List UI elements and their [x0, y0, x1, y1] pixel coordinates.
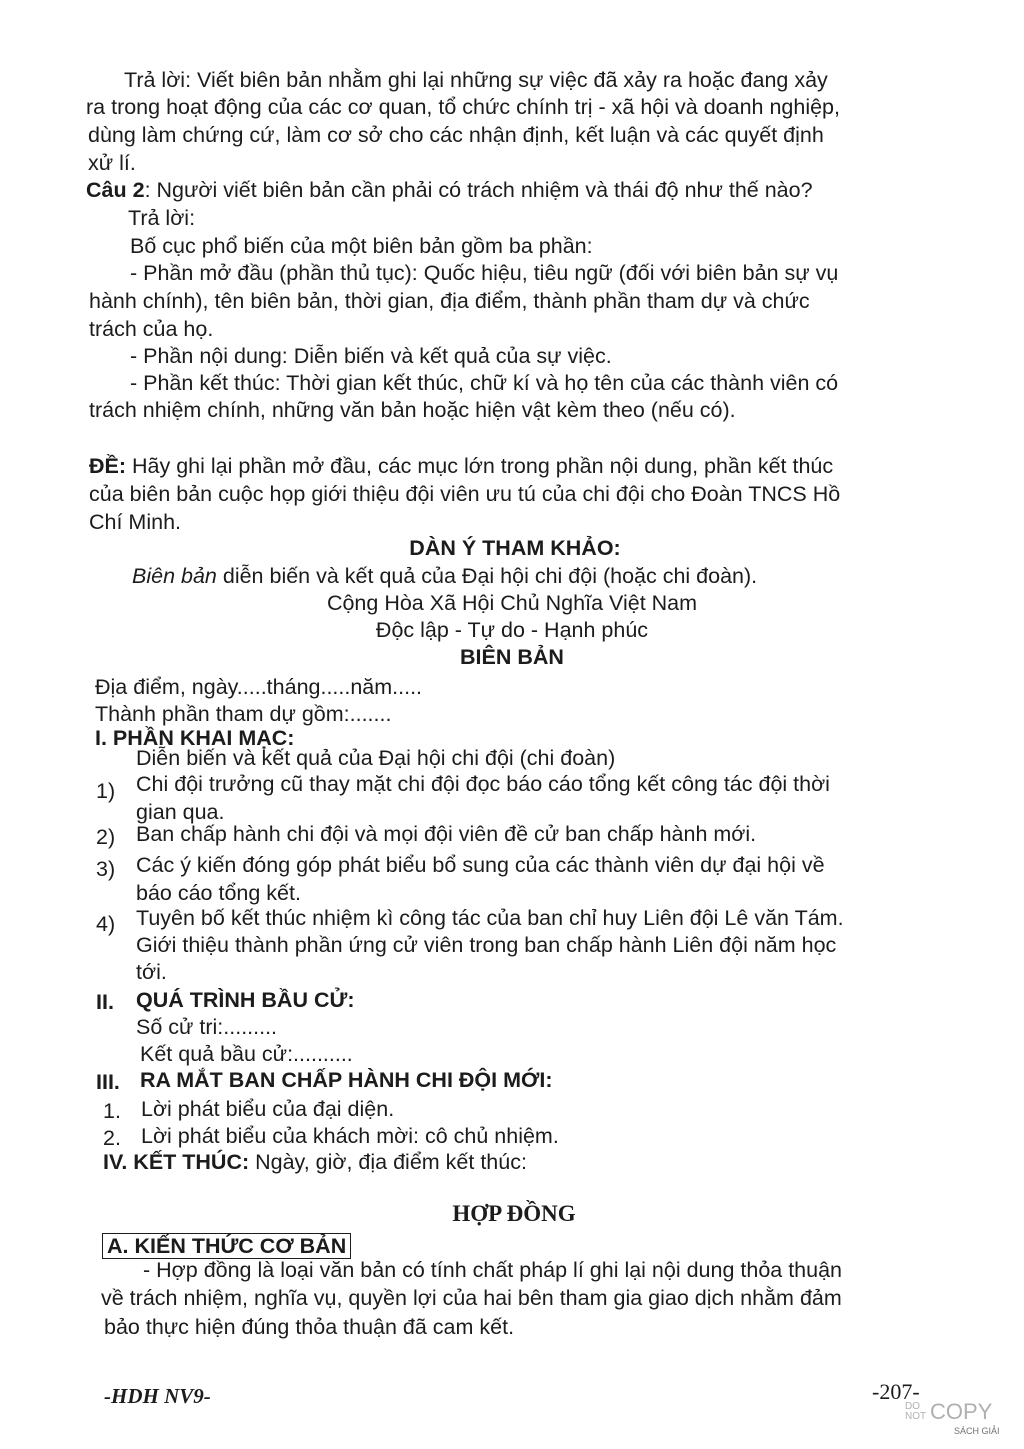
section4	[103, 1148, 527, 1176]
answer1-line: xử lí.	[88, 151, 136, 175]
task-line: Chí Minh.	[89, 510, 182, 534]
answer1-line: ra trong hoạt động của các cơ quan, tổ chức chính trị - xã hội và doanh nghiệp,	[86, 95, 840, 119]
outline-intro	[132, 562, 757, 590]
list-item-line: Chi đội trưởng cũ thay mặt chi đội đọc báo cáo tổng kết công tác đội thời	[136, 772, 830, 796]
task-label: ĐỀ:	[89, 454, 127, 478]
section4-text: Ngày, giờ, địa điểm kết thúc:	[249, 1150, 527, 1174]
section3-number: III.	[96, 1070, 120, 1094]
watermark-small: SÁCH GIẢI	[954, 1426, 1000, 1436]
outline-intro-rest: diễn biến và kết quả của Đại hội chi đội (hoặc chi đoàn).	[216, 564, 758, 588]
section4-title: IV. KẾT THÚC:	[103, 1150, 250, 1174]
list-item-line: Ban chấp hành chi đội và mọi đội viên đề cử ban chấp hành mới.	[136, 822, 757, 846]
footer-page-number: -207-	[872, 1379, 920, 1404]
contract-heading: HỢP ĐỒNG	[452, 1201, 576, 1226]
place-date: Địa điểm, ngày.....tháng.....năm.....	[95, 675, 423, 699]
contract-line: bảo thực hiện đúng thỏa thuận đã cam kết.	[104, 1315, 515, 1339]
list-item-line: Giới thiệu thành phần ứng cử viên trong ban chấp hành Liên đội năm học	[136, 933, 837, 957]
national-name: Cộng Hòa Xã Hội Chủ Nghĩa Việt Nam	[326, 591, 698, 615]
answer2-line: trách nhiệm chính, những văn bản hoặc hiện vật kèm theo (nếu có).	[89, 398, 736, 422]
list-item-line: Các ý kiến đóng góp phát biểu bổ sung của các thành viên dự đại hội về	[136, 853, 825, 877]
watermark-main: COPY	[930, 1399, 993, 1424]
list-item-line: Lời phát biểu của đại diện.	[141, 1097, 395, 1121]
section1-intro: Diễn biến và kết quả của Đại hội chi đội (chi đoàn)	[136, 746, 616, 770]
list-number: 2.	[103, 1126, 121, 1150]
watermark-line2: NOT	[905, 1411, 927, 1422]
question-2-label: Câu 2	[86, 178, 145, 202]
task-text: Hãy ghi lại phần mở đầu, các mục lớn trong phần nội dung, phần kết thúc	[126, 454, 834, 478]
national-motto: Độc lập - Tự do - Hạnh phúc	[375, 618, 649, 642]
list-number: 2)	[96, 825, 116, 849]
section1-title: I. PHẦN KHAI MẠC:	[95, 726, 295, 750]
outline-heading: DÀN Ý THAM KHẢO:	[409, 536, 621, 560]
list-number: 1)	[96, 779, 116, 803]
task-line	[89, 452, 833, 480]
section2-title: QUÁ TRÌNH BẦU CỬ:	[136, 988, 355, 1012]
answer1-line: Trả lời: Viết biên bản nhằm ghi lại những sự việc đã xảy ra hoặc đang xảy	[124, 68, 828, 92]
task-line: của biên bản cuộc họp giới thiệu đội viên ưu tú của chi đội cho Đoàn TNCS Hồ	[89, 482, 841, 506]
question-2	[86, 176, 813, 204]
list-item-line: báo cáo tổng kết.	[136, 881, 301, 905]
section3-title: RA MẮT BAN CHẤP HÀNH CHI ĐỘI MỚI:	[140, 1068, 553, 1092]
question-2-text: : Người viết biên bản cần phải có trách nhiệm và thái độ như thế nào?	[144, 178, 813, 202]
footer-book-code: -HDH NV9-	[104, 1384, 211, 1408]
answer2-line: Bố cục phổ biến của một biên bản gồm ba phần:	[130, 234, 593, 258]
voter-count: Số cử tri:.........	[136, 1015, 278, 1039]
list-item-line: gian qua.	[136, 800, 225, 824]
answer1-line: dùng làm chứng cứ, làm cơ sở cho các nhận định, kết luận và các quyết định	[88, 123, 824, 147]
attendees: Thành phần tham dự gồm:.......	[95, 702, 392, 726]
list-item-line: tới.	[136, 960, 167, 984]
election-result: Kết quả bầu cử:..........	[140, 1042, 353, 1066]
answer2-line: - Phần kết thúc: Thời gian kết thúc, chữ kí và họ tên của các thành viên có	[130, 371, 839, 395]
contract-line: - Hợp đồng là loại văn bản có tính chất pháp lí ghi lại nội dung thỏa thuận	[143, 1258, 843, 1282]
list-item-line: Lời phát biểu của khách mời: cô chủ nhiệm.	[141, 1124, 559, 1148]
section2-number: II.	[96, 990, 114, 1014]
list-number: 3)	[96, 857, 116, 881]
answer2-line: trách của họ.	[89, 317, 214, 341]
answer2-line: hành chính), tên biên bản, thời gian, địa điểm, thành phần tham dự và chức	[89, 289, 810, 313]
document-title: BIÊN BẢN	[460, 645, 564, 669]
contract-line: về trách nhiệm, nghĩa vụ, quyền lợi của hai bên tham gia giao dịch nhằm đảm	[101, 1286, 842, 1310]
section-a-label: A. KIẾN THỨC CƠ BẢN	[102, 1233, 351, 1259]
list-number: 4)	[96, 912, 116, 936]
list-item-line: Tuyên bố kết thúc nhiệm kì công tác của ban chỉ huy Liên đội Lê văn Tám.	[136, 906, 844, 930]
watermark-line1: DO	[905, 1401, 920, 1412]
answer2-line: - Phần mở đầu (phần thủ tục): Quốc hiệu, tiêu ngữ (đối với biên bản sự vụ	[130, 261, 839, 285]
list-number: 1.	[103, 1099, 121, 1123]
outline-intro-italic: Biên bản	[132, 564, 217, 588]
answer2-intro: Trả lời:	[128, 206, 196, 230]
answer2-line: - Phần nội dung: Diễn biến và kết quả của sự việc.	[130, 344, 612, 368]
